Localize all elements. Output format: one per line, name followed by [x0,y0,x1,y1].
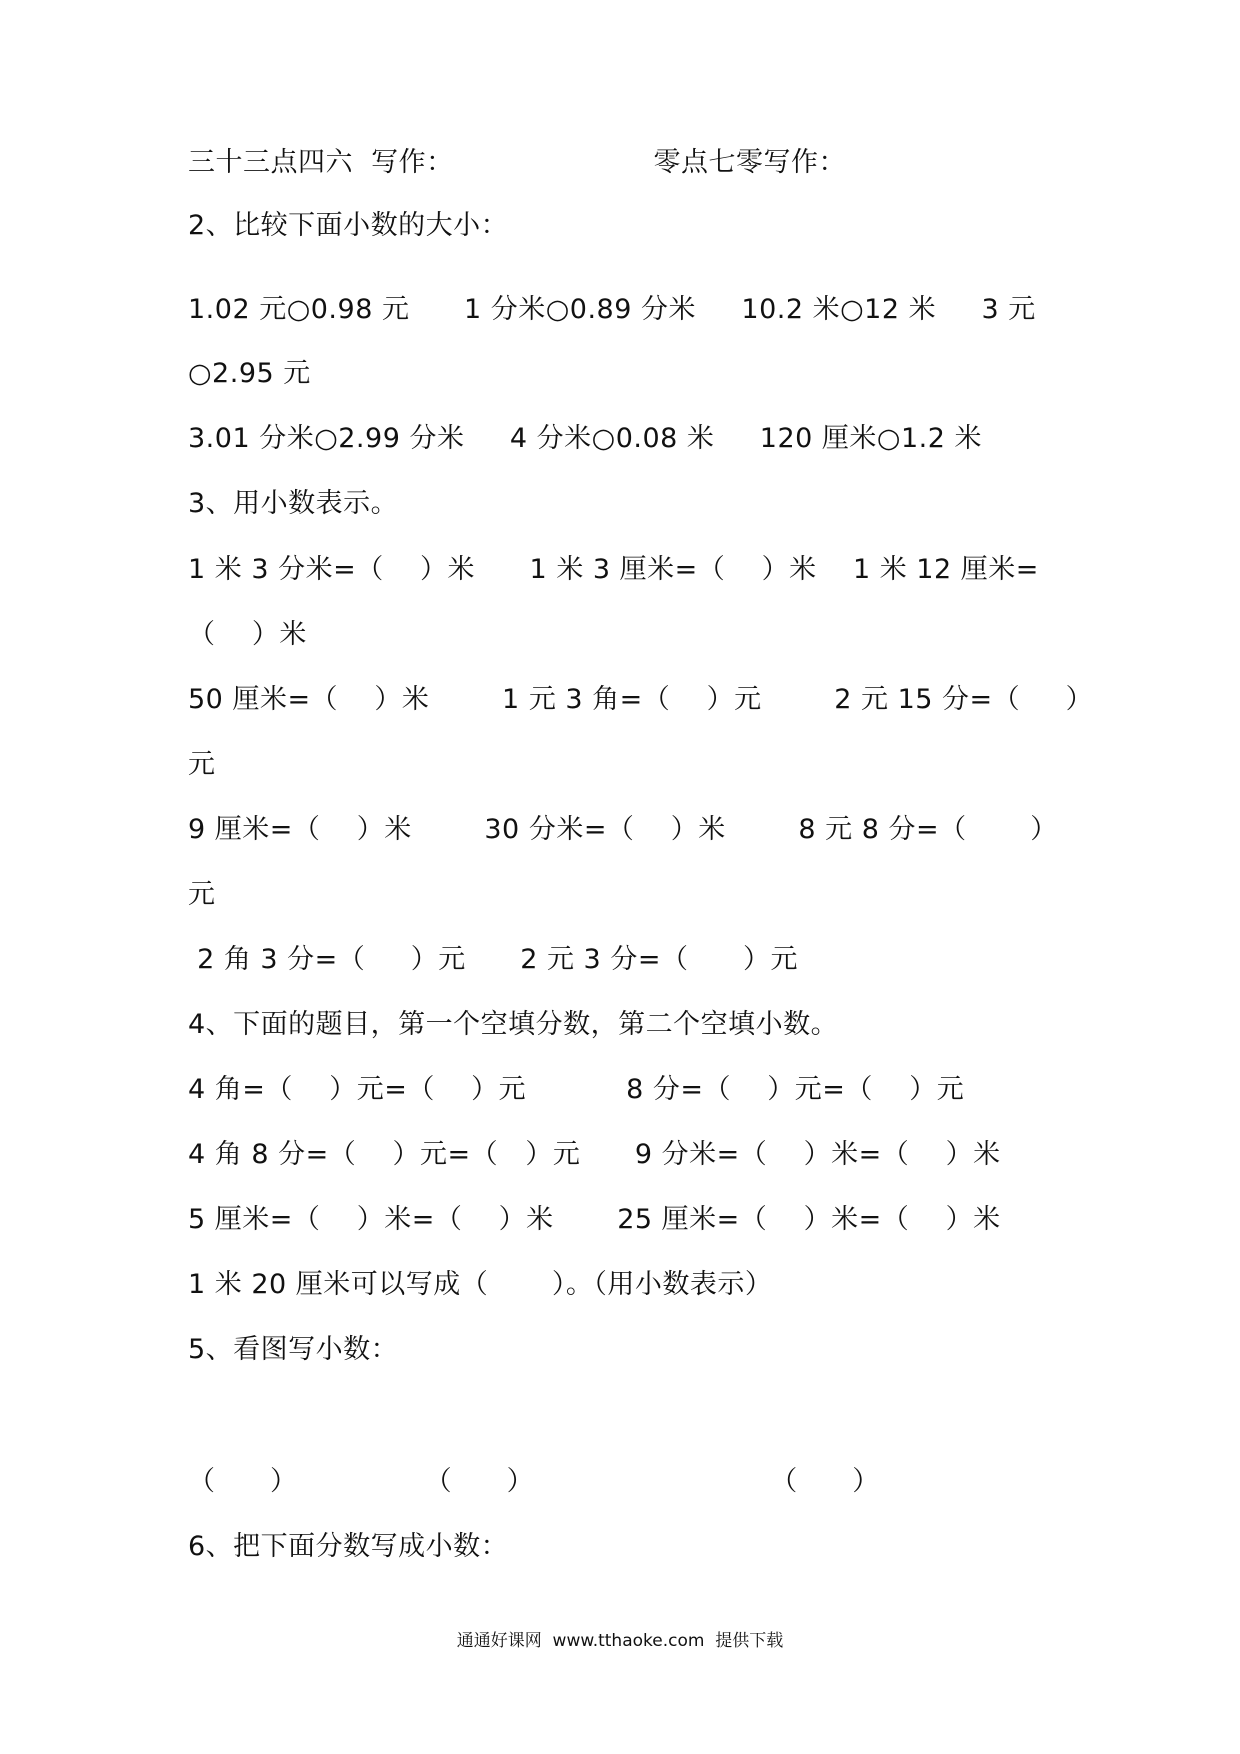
line-heading-words: 三十三点四六 写作： 零点七零写作： [188,147,846,178]
section-5-title: 5、看图写小数： [188,1334,399,1365]
section-3-title: 3、用小数表示。 [188,488,399,519]
decimal-row-1-cont: （ ）米 [188,619,307,650]
compare-row-2: 3.01 分米○2.99 分米 4 分米○0.08 米 120 厘米○1.2 米 [188,423,983,454]
section-6-title: 6、把下面分数写成小数： [188,1531,509,1562]
decimal-row-3: 9 厘米=（ ）米 30 分米=（ ）米 8 元 8 分=（ ） [188,814,1058,845]
decimal-row-2: 50 厘米=（ ）米 1 元 3 角=（ ）元 2 元 15 分=（ ） [188,684,1094,715]
picture-answer-blanks: （ ） （ ） （ ） [188,1466,880,1497]
fraction-row-1: 4 角=（ ）元=（ ）元 8 分=（ ）元=（ ）元 [188,1074,965,1105]
compare-row-1: 1.02 元○0.98 元 1 分米○0.89 分米 10.2 米○12 米 3 元 [188,294,1036,325]
fraction-row-3: 5 厘米=（ ）米=（ ）米 25 厘米=（ ）米=（ ）米 [188,1204,1001,1235]
section-4-title: 4、下面的题目，第一个空填分数，第二个空填小数。 [188,1009,839,1040]
compare-row-1-cont: ○2.95 元 [188,358,311,389]
fraction-row-2: 4 角 8 分=（ ）元=（ ）元 9 分米=（ ）米=（ ）米 [188,1139,1001,1170]
fraction-row-4: 1 米 20 厘米可以写成（ ）。（用小数表示） [188,1269,773,1300]
decimal-row-3-cont: 元 [188,879,216,910]
decimal-row-1: 1 米 3 分米=（ ）米 1 米 3 厘米=（ ）米 1 米 12 厘米= [188,554,1039,585]
decimal-row-2-cont: 元 [188,749,216,780]
section-2-title: 2、比较下面小数的大小： [188,210,509,241]
page-footer: 通通好课网 www.tthaoke.com 提供下载 [456,1631,784,1651]
decimal-row-4: 2 角 3 分=（ ）元 2 元 3 分=（ ）元 [188,944,798,975]
